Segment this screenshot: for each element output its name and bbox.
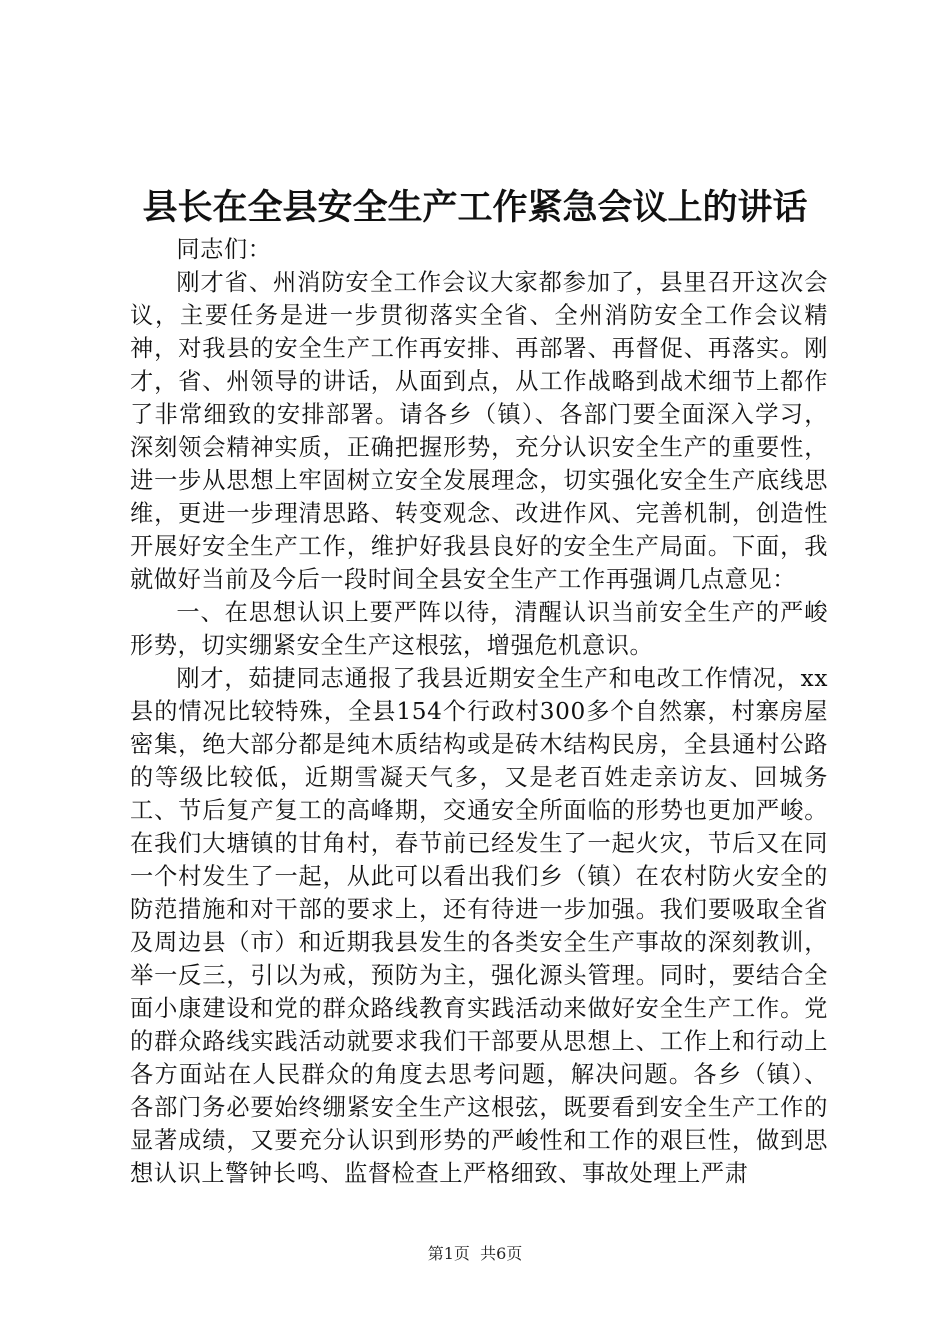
document-body xyxy=(130,233,828,1190)
section-heading-paragraph: 一、在思想认识上要严阵以待，清醒认识当前安全生产的严峻形势，切实绷紧安全生产这根弦，增强危机意识。 xyxy=(130,599,828,659)
body-paragraph: 刚才，茹捷同志通报了我县近期安全生产和电改工作情况，xx县的情况比较特殊，全县154个行政村300多个自然寨，村寨房屋密集，绝大部分都是纯木质结构或是砖木结构民房，全县通村公路的等级比较低，近期雪凝天气多，又是老百姓走亲访友、回城务工、节后复产复工的高峰期，交通安全所面临的形势也更加严峻。在我们大塘镇的甘角村，春节前已经发生了一起火灾，节后又在同一个村发生了一起，从此可以看出我们乡（镇）在农村防火安全的防范措施和对干部的要求上，还有待进一步加强。我们要吸取全省及周边县（市）和近期我县发生的各类安全生产事故的深刻教训，举一反三，引以为戒，预防为主，强化源头管理。同时，要结合全面小康建设和党的群众路线教育实践活动来做好安全生产工作。党的群众路线实践活动就要求我们干部要从思想上、工作上和行动上各方面站在人民群众的角度去思考问题，解决问题。各乡（镇）、各部门务必要始终绷紧安全生产这根弦，既要看到安全生产工作的显著成绩，又要充分认识到形势的严峻性和工作的艰巨性，做到思想认识上警钟长鸣、监督检查上严格细致、事故处理上严肃 xyxy=(130,665,828,1187)
document-title: 县长在全县安全生产工作紧急会议上的讲话 xyxy=(142,188,808,228)
page-number: 第1页 xyxy=(427,1244,470,1263)
salutation-paragraph: 同志们： xyxy=(176,236,272,263)
page-footer xyxy=(0,1242,950,1266)
body-paragraph: 刚才省、州消防安全工作会议大家都参加了，县里召开这次会议，主要任务是进一步贯彻落实全省、全州消防安全工作会议精神，对我县的安全生产工作再安排、再部署、再督促、再落实。刚才，省、州领导的讲话，从面到点，从工作战略到战术细节上都作了非常细致的安排部署。请各乡（镇）、各部门要全面深入学习，深刻领会精神实质，正确把握形势，充分认识安全生产的重要性，进一步从思想上牢固树立安全发展理念，切实强化安全生产底线思维，更进一步理清思路、转变观念、改进作风、完善机制，创造性开展好安全生产工作，维护好我县良好的安全生产局面。下面，我就做好当前及今后一段时间全县安全生产工作再强调几点意见： xyxy=(130,269,828,593)
page-total: 共6页 xyxy=(480,1244,523,1263)
